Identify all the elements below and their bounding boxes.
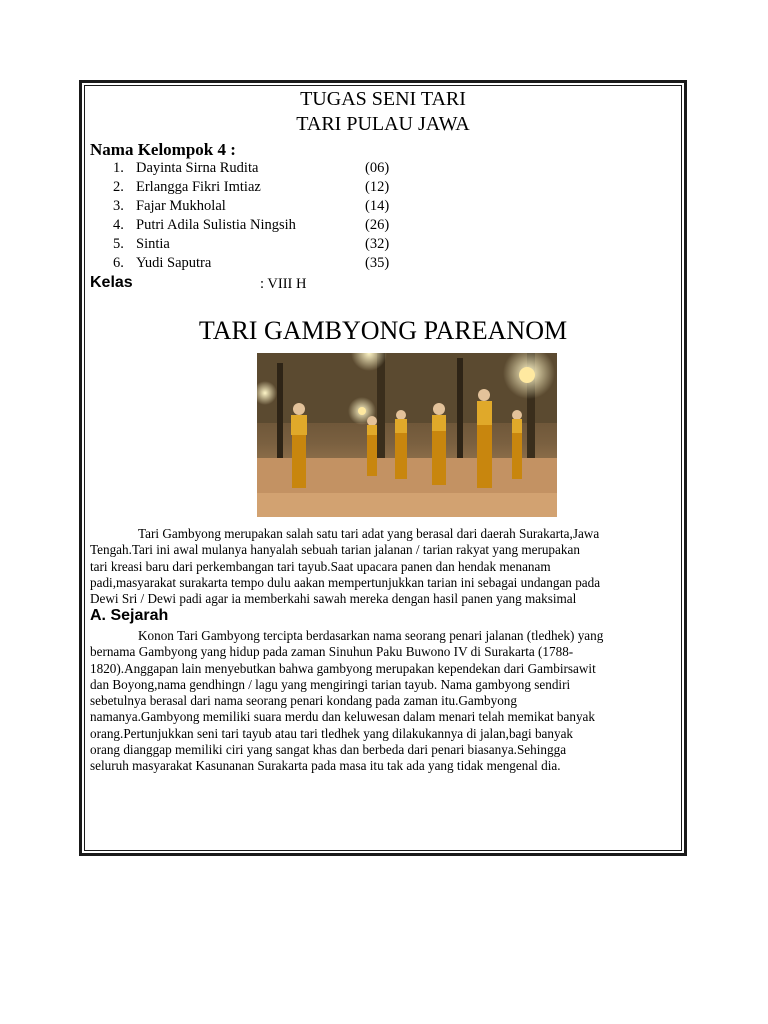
class-value: : VIII H [260,276,307,292]
member-number: (06) [365,160,390,176]
class-label: Kelas [90,274,133,291]
section-heading: A. Sejarah [90,607,169,624]
member-item [113,255,403,274]
history-line: orang.Pertunjukkan seni tari tayub atau tari tledhek yang dilakukannya di jalan,bagi banyak [90,725,574,741]
history-line: bernama Gambyong yang hidup pada zaman Sinuhun Paku Buwono IV di Surakarta (1788- [90,644,574,660]
doc-title: TUGAS SENI TARI [300,88,466,110]
intro-line: padi,masyarakat surakarta tempo dulu aakan mempertunjukkan tarian ini sebagai undangan pada [90,574,601,590]
member-number: (35) [365,255,390,271]
member-name: Yudi Saputra [136,255,212,271]
member-number: (12) [365,179,390,195]
intro-line: Tengah.Tari ini awal mulanya hanyalah sebuah tarian jalanan / tarian rakyat yang merupakan [90,542,580,558]
intro-line: Tari Gambyong merupakan salah satu tari adat yang berasal dari daerah Surakarta,Jawa [138,526,600,541]
member-name: Fajar Mukholal [136,198,226,214]
member-no: 5. [113,236,124,252]
intro-paragraph [90,526,674,607]
history-line: dan Boyong,nama gendhingn / lagu yang mengiringi tarian tayub. Nama gambyong sendiri [90,676,571,692]
intro-line: tari kreasi baru dari perkembangan tari tayub.Saat upacara panen dan hendak menanam [90,558,551,574]
history-line: sebetulnya berasal dari nama seorang penari kondang pada zaman itu.Gambyong [90,693,517,709]
intro-line: Dewi Sri / Dewi padi agar ia memberkahi sawah mereka dengan hasil panen yang maksimal [90,591,577,607]
member-no: 3. [113,198,124,214]
member-name: Erlangga Fikri Imtiaz [136,179,261,195]
history-paragraph [90,628,674,775]
history-line: seluruh masyarakat Kasunanan Surakarta pada masa itu tak ada yang tidak mengenal dia. [90,758,561,774]
member-name: Putri Adila Sulistia Ningsih [136,217,296,233]
article-title: TARI GAMBYONG PAREANOM [198,316,568,345]
member-no: 4. [113,217,124,233]
member-number: (14) [365,198,390,214]
member-name: Dayinta Sirna Rudita [136,160,259,176]
dance-photo [257,353,557,517]
member-name: Sintia [136,236,170,252]
history-line: namanya.Gambyong memiliki suara merdu dan keluwesan dalam menari telah memikat banyak [90,709,595,725]
member-list [113,160,403,274]
member-number: (32) [365,236,390,252]
doc-subtitle: TARI PULAU JAWA [296,113,470,135]
member-no: 6. [113,255,124,271]
member-no: 2. [113,179,124,195]
member-item [113,217,403,236]
history-line: orang dianggap memiliki ciri yang sangat khas dan berbeda dari penari biasanya.Sehingga [90,742,567,758]
member-item [113,179,403,198]
member-item [113,198,403,217]
history-line: Konon Tari Gambyong tercipta berdasarkan nama seorang penari jalanan (tledhek) yang [138,628,604,643]
history-line: 1820).Anggapan lain menyebutkan bahwa gambyong merupakan kependekan dari Gambirsawit [90,660,596,676]
member-number: (26) [365,217,390,233]
member-no: 1. [113,160,124,176]
member-item [113,160,403,179]
member-item [113,236,403,255]
group-label: Nama Kelompok 4 : [90,140,236,159]
